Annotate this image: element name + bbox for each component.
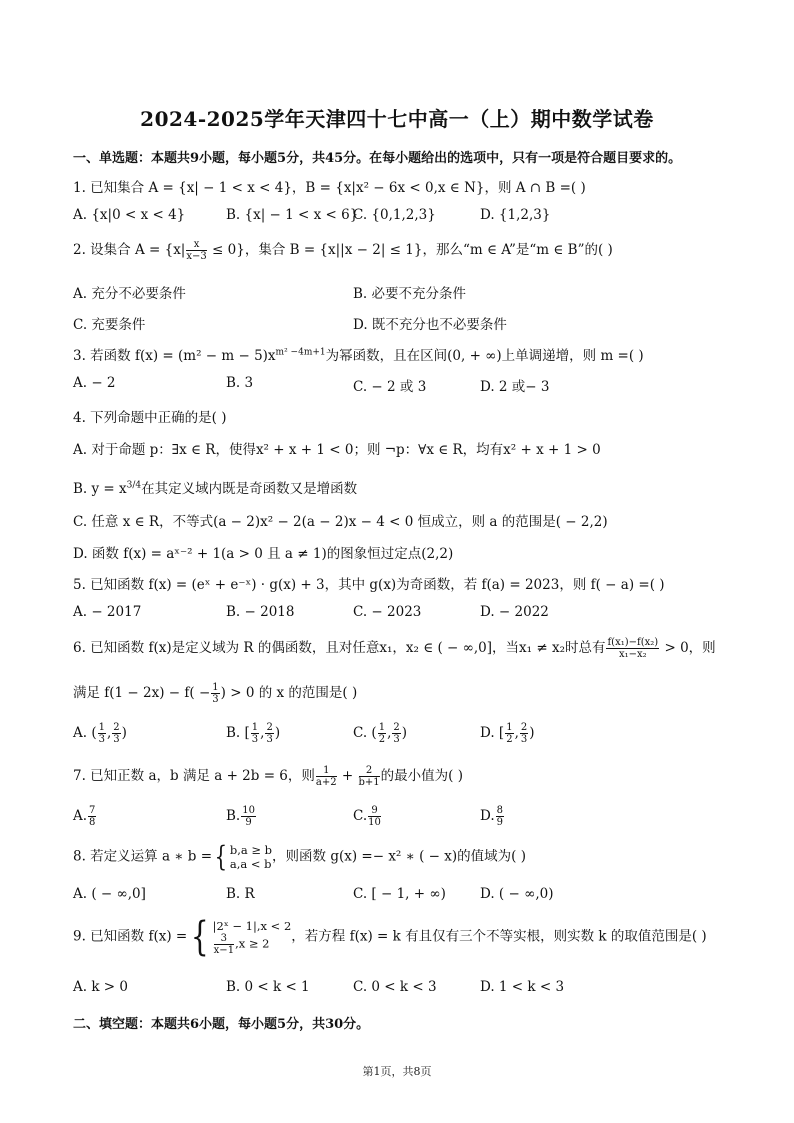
question-1-option-d: D. {1,2,3} [480,207,551,223]
option-fraction [392,722,400,745]
fraction-numerator: 1 [506,722,513,733]
question-9-piecewise [213,919,292,956]
option-prefix: D. [480,808,495,824]
question-4-option-c: C. 任意 x ∈ R，不等式(a − 2)x² − 2(a − 2)x − 4 < 0 恒成立，则 a 的范围是( − 2,2) [73,514,608,530]
piecewise-condition: ,x ≥ 2 [235,936,270,950]
fraction-denominator: 3 [393,734,400,745]
fraction-numerator: f(x₁)−f(x₂) [607,637,659,648]
question-2-stem-start: 2. 设集合 A = {x| [73,242,186,258]
fraction-denominator: 3 [98,734,105,745]
question-6-stem-line-1 [73,636,716,660]
fraction-denominator: 3 [212,694,219,705]
question-5-option-b: B. − 2018 [226,604,295,620]
fraction-denominator: 8 [89,817,96,828]
fraction-numerator: 2 [266,722,273,733]
fraction-numerator: 1 [378,722,386,733]
fraction-numerator: 8 [496,805,504,816]
question-6-option-b: B. [ $\frac{1}{3}$ , $\frac{2}{3}$ ) [226,722,281,745]
question-4-option-b-exponent: 3/4 [126,480,142,491]
question-3-exponent: m² −4m+1 [275,347,326,358]
fraction-numerator: 1 [98,722,105,733]
fraction-denominator: a+2 [315,777,337,788]
question-9-option-a: A. k > 0 [73,979,128,995]
section-heading-fill-in: 二、填空题：本题共6小题，每小题5分，共30分。 [73,1017,370,1032]
option-prefix: D. [ [480,725,505,741]
fraction-numerator: 9 [368,805,381,817]
question-1-option-c: C. {0,1,2,3} [353,207,436,223]
question-6-line-2-start: 满足 f(1 − 2x) − f( − [73,685,211,701]
question-5-option-a: A. − 2017 [73,604,142,620]
question-7-option-b [226,805,257,828]
question-2-option-a: A. 充分不必要条件 [73,286,186,302]
piecewise-case-2: a,a < b [229,857,272,871]
fraction-numerator: 7 [89,805,96,816]
question-6-option-a: A. ( $\frac{1}{3}$ , $\frac{2}{3}$ ) [73,722,127,745]
question-7-fraction-1 [316,765,337,788]
left-brace-icon: { [191,914,209,960]
fraction-denominator: x−1 [213,944,235,956]
question-8-stem-start: 8. 若定义运算 a ∗ b = [73,848,213,865]
question-4-option-b-start: B. y = x [73,481,127,497]
fraction-denominator: 3 [520,734,528,745]
fraction-denominator: 2 [378,734,386,745]
question-7-fraction-2 [359,765,380,788]
question-7-option-c [353,805,382,828]
fraction-numerator: 2 [520,722,528,733]
question-1-option-a: A. {x|0 < x < 4} [73,207,186,223]
question-9-option-b: B. 0 < k < 1 [226,979,310,995]
question-1-stem: 1. 已知集合 A = {x| − 1 < x < 4}，B = {x|x² − 6x < 0,x ∈ N}，则 A ∩ B =( ) [73,180,586,196]
question-6-stem-start: 6. 已知函数 f(x)是定义域为 R 的偶函数，且对任意x₁，x₂ ∈ ( − ∞,0]，当x₁ ≠ x₂时总有 [73,640,606,656]
option-prefix: B. [ [226,725,250,741]
fraction-denominator: 2 [506,734,513,745]
fraction-denominator: 9 [245,817,252,828]
piecewise-case-1: b,a ≥ b [229,843,273,857]
fraction-denominator: x₁−x₂ [618,649,647,660]
fraction-denominator: 3 [266,734,273,745]
fraction-numerator: 2 [113,722,120,733]
option-suffix: ) [529,725,535,741]
question-4-option-a: A. 对于命题 p：∃x ∈ R，使得x² + x + 1 < 0；则 ¬p：∀x ∈ R，均有x² + x + 1 > 0 [73,442,601,458]
fraction-numerator: 2 [359,765,380,777]
question-4-stem: 4. 下列命题中正确的是( ) [73,410,227,426]
question-2-stem [73,238,613,262]
question-9-option-c: C. 0 < k < 3 [353,979,437,995]
question-9-stem-end: ，若方程 f(x) = k 有且仅有三个不等实根，则实数 k 的取值范围是( ) [291,928,707,945]
option-fraction [496,805,504,828]
question-9-stem-start: 9. 已知函数 f(x) = [73,928,188,945]
fraction-numerator: 1 [251,722,259,733]
question-2-fraction [186,239,206,262]
question-9-stem [73,914,707,960]
question-4-option-d: D. 函数 f(x) = aˣ⁻² + 1(a > 0 且 a ≠ 1)的图象恒过定点(2,2) [73,546,454,562]
question-8-option-b: B. R [226,886,255,902]
option-fraction [98,722,106,745]
question-3-option-b: B. 3 [226,375,254,391]
question-8-piecewise [230,843,272,871]
fraction-denominator: 3 [251,734,259,745]
question-8-option-c: C. [ − 1, + ∞) [353,886,446,902]
question-8-option-d: D. ( − ∞,0) [480,886,554,902]
question-4-option-b-end: 在其定义域内既是奇函数又是增函数 [141,481,358,497]
question-2-option-d: D. 既不充分也不必要条件 [353,317,507,333]
option-prefix: C. ( [353,725,377,741]
option-fraction [88,805,96,828]
option-prefix: B. [226,808,241,824]
question-8-stem-end: ，则函数 g(x) =− x² ∗ ( − x)的值域为( ) [272,848,526,865]
fraction-numerator: 1 [316,765,337,777]
option-fraction [368,805,381,828]
option-suffix: ) [401,725,408,741]
fraction-numerator: x [186,239,206,251]
plus-sign: + [337,768,358,784]
option-prefix: C. [353,808,368,824]
option-fraction [241,805,256,828]
fraction-numerator: 3 [214,933,234,945]
option-fraction [505,722,513,745]
question-6-stem-end: > 0，则 [660,640,716,656]
fraction-numerator: 10 [242,805,255,816]
question-1-option-b: B. {x| − 1 < x < 6} [226,207,359,223]
section-heading-single-choice: 一、单选题：本题共9小题，每小题5分，共45分。在每小题给出的选项中，只有一项是符合题目要求的。 [73,151,682,166]
question-7-option-d [480,805,505,828]
option-suffix: ) [274,725,281,741]
option-prefix: A. [73,808,88,824]
question-2-option-c: C. 充要条件 [73,317,146,333]
question-3-option-a: A. − 2 [73,375,116,391]
question-3-option-c: C. − 2 或 3 [353,379,427,395]
fraction-numerator: 1 [212,682,219,693]
fraction-denominator: x−3 [186,251,207,262]
question-3-stem-start: 3. 若函数 f(x) = (m² − m − 5)x [73,348,276,364]
option-fraction [112,722,120,745]
question-3-option-d: D. 2 或− 3 [480,379,550,395]
question-5-option-d: D. − 2022 [480,604,549,620]
option-fraction [378,722,386,745]
option-fraction [520,722,528,745]
question-7-option-a [73,805,97,828]
question-5-option-c: C. − 2023 [353,604,422,620]
question-3-stem [73,344,644,364]
fraction-denominator: 9 [496,817,504,828]
option-suffix: ) [121,725,127,741]
question-6-stem-line-2 [73,681,357,705]
piecewise-fraction [214,933,234,956]
fraction-numerator: 2 [393,722,400,733]
question-2-option-b: B. 必要不充分条件 [353,286,467,302]
fraction-denominator: b+1 [358,777,380,788]
question-4-option-b [73,477,357,497]
question-5-stem: 5. 已知函数 f(x) = (eˣ + e⁻ˣ) · g(x) + 3，其中 g(x)为奇函数，若 f(a) = 2023，则 f( − a) =( ) [73,577,665,593]
option-fraction [265,722,273,745]
piecewise-case-2 [213,933,292,956]
option-fraction [251,722,259,745]
question-7-stem-start: 7. 已知正数 a，b 满足 a + 2b = 6，则 [73,768,315,784]
fraction-denominator: 10 [368,817,381,828]
question-9-option-d: D. 1 < k < 3 [480,979,565,995]
question-3-stem-end: 为幂函数，且在区间(0, + ∞)上单调递增，则 m =( ) [325,348,644,364]
question-6-option-c: C. ( $\frac{1}{2}$ , $\frac{2}{3}$ ) [353,722,408,745]
option-prefix: A. ( [73,725,97,741]
question-6-fraction [606,637,659,660]
fraction-denominator: 3 [113,734,120,745]
left-brace-icon: { [214,840,228,873]
question-7-stem [73,764,463,788]
question-2-stem-end: ≤ 0}，集合 B = {x||x − 2| ≤ 1}，那么“m ∈ A”是“m ∈ B”的( ) [207,242,613,258]
question-8-option-a: A. ( − ∞,0] [73,886,146,902]
piecewise-case-1: |2ˣ − 1|,x < 2 [212,918,292,933]
page-title: 2024-2025学年天津四十七中高一（上）期中数学试卷 [140,107,654,131]
question-7-stem-end: 的最小值为( ) [380,768,463,784]
question-6-line-2-fraction [211,682,219,705]
question-8-stem [73,840,526,873]
question-6-option-d: D. [ $\frac{1}{2}$ , $\frac{2}{3}$ ) [480,722,535,745]
page-footer: 第1页，共8页 [362,1065,432,1078]
question-6-line-2-end: ) > 0 的 x 的范围是( ) [220,685,358,701]
